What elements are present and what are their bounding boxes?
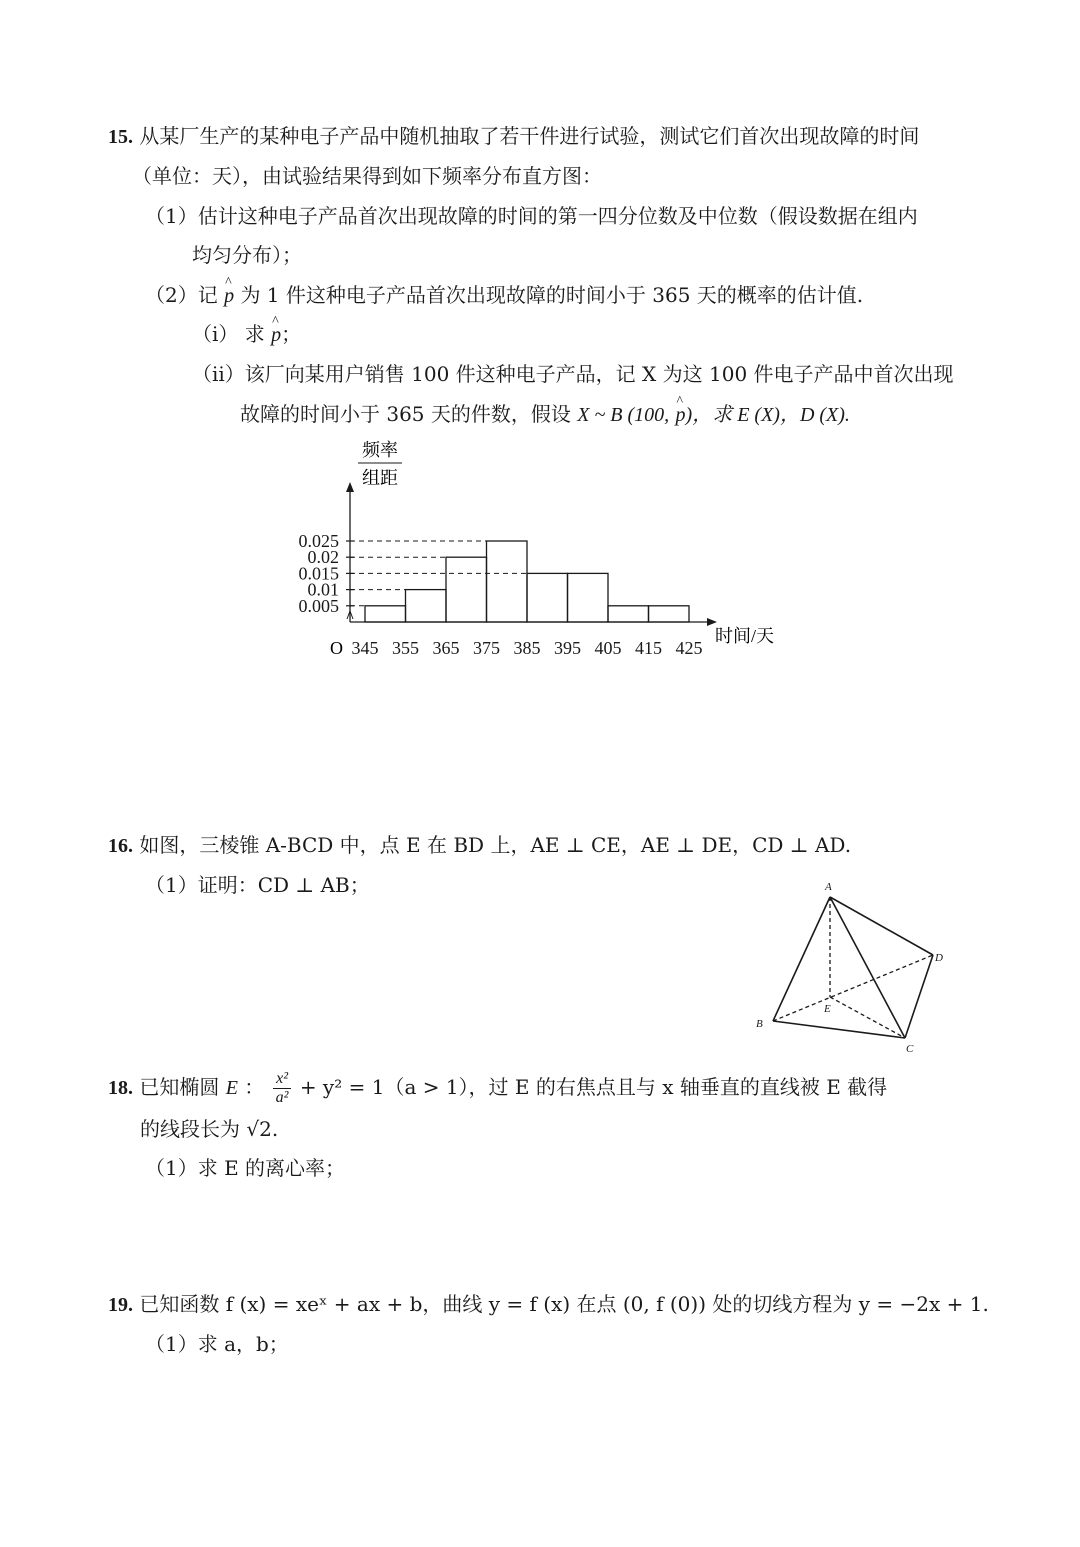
ellipse-E: E [225, 1077, 238, 1099]
q18-line1 [108, 1064, 887, 1111]
p-hat-symbol: ^ p [676, 402, 686, 428]
q15-part1-line1: （1）估计这种电子产品首次出现故障的时间的第一四分位数及中位数（假设数据在组内 [145, 204, 918, 228]
y-axis-arrow [346, 482, 354, 492]
q19-part1: （1）求 a，b； [145, 1332, 289, 1356]
q15-line1 [108, 123, 919, 150]
q15-part2-b: 为 1 件这种电子产品首次出现故障的时间小于 365 天的概率的估计值. [240, 283, 864, 307]
q15-part2-i [192, 321, 301, 348]
q18-colon: ： [244, 1075, 265, 1099]
x-tick-label: 345 [351, 638, 379, 658]
q15-part2-ii-line2 [240, 401, 850, 428]
vertex-C-label: C [906, 1043, 914, 1055]
q15-part2-ii-line1: （ii）该厂向某用户销售 100 件这种电子产品，记 X 为这 100 件电子产品中首次出现 [192, 362, 954, 386]
q19-line1 [108, 1291, 989, 1318]
q16-line1 [108, 832, 851, 859]
q19-number: 19. [108, 1294, 133, 1316]
histogram-bar [608, 606, 649, 622]
edge-AB [773, 897, 830, 1021]
x-tick-label: 355 [392, 638, 419, 658]
histogram-marks [299, 482, 718, 658]
x2-over-a2-fraction [273, 1070, 292, 1107]
x-tick-label: 385 [513, 638, 541, 658]
x-tick-label: 405 [594, 638, 622, 658]
edge-BD-hidden [773, 955, 933, 1021]
vertex-E-label: E [824, 1003, 831, 1015]
y-label-bottom: 组距 [362, 468, 398, 488]
q15-part2-ii-c: )，求 E (X)，D (X). [685, 404, 850, 426]
histogram-bar [487, 541, 528, 622]
y-tick-label: 0.01 [307, 579, 339, 600]
histogram-bar [406, 590, 447, 622]
histogram-bar [527, 573, 568, 622]
q18-number: 18. [108, 1077, 133, 1099]
vertex-A-label: A [825, 881, 832, 893]
q15-part2-a: （2）记 [145, 283, 218, 307]
x-tick-label: 375 [473, 638, 500, 658]
x-tick-label: 365 [432, 638, 460, 658]
q15-part1-line2: 均匀分布）； [192, 243, 302, 267]
edge-CD [905, 955, 933, 1038]
q18-stem-a: 已知椭圆 [139, 1075, 220, 1099]
q15-part2 [145, 282, 863, 309]
p-hat-symbol: ^ p [224, 283, 234, 309]
q18-line2: 的线段长为 √2. [140, 1117, 279, 1141]
x-tick-label: 425 [675, 638, 703, 658]
q18-part1: （1）求 E 的离心率； [145, 1156, 346, 1180]
q15-part2-ii-b: X ~ B (100, [577, 404, 670, 426]
edge-BC [773, 1021, 905, 1038]
histogram-bar [446, 557, 487, 622]
q15-stem-1: 从某厂生产的某种电子产品中随机抽取了若干件进行试验，测试它们首次出现故障的时间 [139, 124, 920, 148]
frequency-histogram [270, 430, 810, 670]
histogram-bar [649, 606, 690, 622]
q19-stem: 已知函数 f (x) = xeˣ + ax + b，曲线 y = f (x) 在点 (0, f (0)) 处的切线方程为 y = −2x + 1. [139, 1292, 989, 1316]
q16-stem: 如图，三棱锥 A-BCD 中，点 E 在 BD 上，AE ⊥ CE，AE ⊥ DE，CD ⊥ AD. [139, 833, 852, 857]
histogram-bar [365, 606, 406, 622]
q15-part2-i-a: （i） 求 [192, 322, 265, 346]
vertex-B-label: B [756, 1018, 763, 1030]
histogram-bar [568, 573, 609, 622]
q15-number: 15. [108, 126, 133, 148]
q15-line2: （单位：天），由试验结果得到如下频率分布直方图： [132, 164, 602, 188]
y-tick-label: 0.005 [298, 595, 339, 616]
x-tick-label: 395 [554, 638, 581, 658]
fraction-numerator: x² [273, 1070, 292, 1089]
origin-label: O [330, 638, 343, 658]
pyramid-figure [745, 875, 965, 1060]
y-tick-label: 0.015 [298, 563, 339, 584]
q15-part2-ii-a: 故障的时间小于 365 天的件数，假设 [240, 402, 571, 426]
y-tick-label: 0.025 [298, 531, 339, 551]
vertex-D-label: D [935, 952, 943, 964]
x-axis-label: 时间/天 [715, 626, 775, 646]
y-tick-label: 0.02 [307, 547, 339, 568]
q16-number: 16. [108, 835, 133, 857]
q16-part1: （1）证明：CD ⊥ AB； [145, 873, 370, 897]
q15-part2-i-b: ； [281, 322, 302, 346]
fraction-denominator: a² [275, 1089, 289, 1106]
x-axis-arrow [707, 618, 717, 626]
y-label-top: 频率 [362, 440, 398, 460]
p-hat-symbol: ^ p [271, 322, 281, 348]
q18-stem-b: + y² = 1（a > 1），过 E 的右焦点且与 x 轴垂直的直线被 E 截得 [299, 1075, 888, 1099]
x-tick-label: 415 [635, 638, 662, 658]
